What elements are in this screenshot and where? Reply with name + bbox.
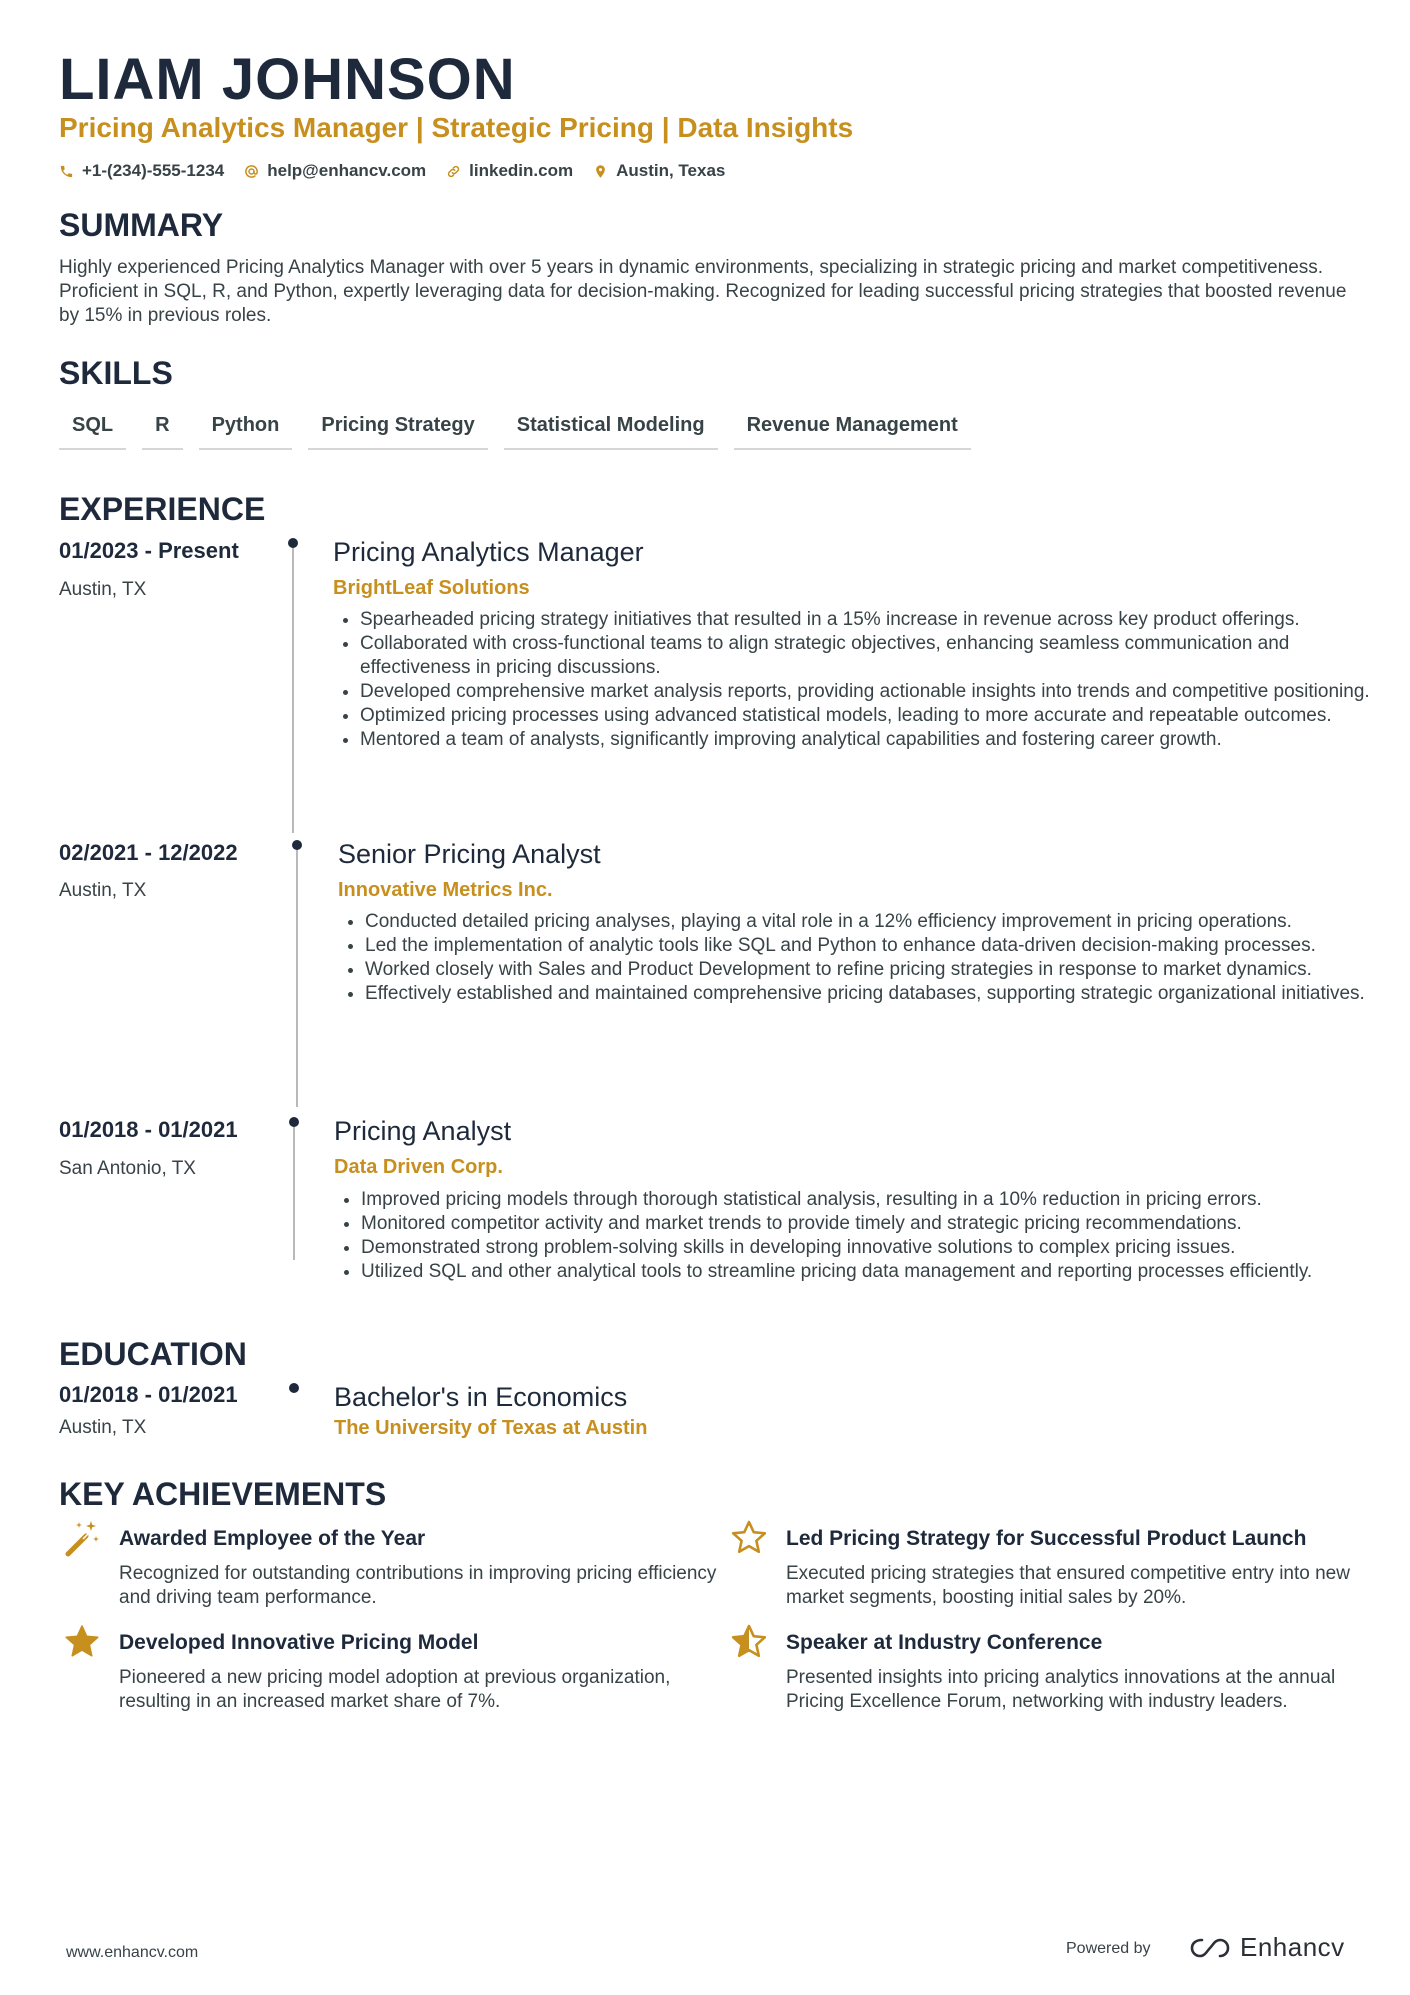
contact-phone-text: +1-(234)-555-1234 — [82, 161, 225, 180]
achievement-title: Led Pricing Strategy for Successful Product Launch — [786, 1527, 1307, 1550]
contact-email-text: help@enhancv.com — [267, 161, 427, 180]
job-title: Pricing Analytics Manager — [333, 537, 644, 567]
timeline-dot — [292, 840, 302, 850]
skills-list — [59, 408, 987, 450]
timeline-line — [296, 845, 298, 1107]
timeline-line — [293, 1122, 295, 1260]
list-item: • Effectively established and maintained comprehensive pricing databases, supporting strategic organizational initiatives. — [365, 982, 1365, 1006]
summary-heading: SUMMARY — [59, 207, 224, 243]
job-location: San Antonio, TX — [59, 1158, 196, 1179]
list-item: • Developed comprehensive market analysis reports, providing actionable insights into trends and competitive positioning. — [360, 680, 1390, 704]
timeline-dot — [289, 1383, 299, 1393]
contact-linkedin[interactable] — [446, 161, 573, 181]
star-outline-icon — [729, 1518, 769, 1558]
experience-heading: EXPERIENCE — [59, 491, 266, 527]
job-location: Austin, TX — [59, 880, 147, 901]
star-half-icon — [729, 1622, 769, 1662]
enhancv-logo-icon — [1188, 1934, 1232, 1962]
summary-text: Highly experienced Pricing Analytics Manager with over 5 years in dynamic environments, specializing in strategic pricing and market competitiveness. Proficient in SQL, R, and Python, expertly leveraging data for decision-making. Recognized for leading successful pricing strategies that boosted revenue by 15% in previous roles. — [59, 257, 1347, 326]
list-item: • Collaborated with cross-functional teams to align strategic objectives, enhancing seamless communication and effectiveness in pricing discussions. — [360, 632, 1390, 680]
achievement-description: Executed pricing strategies that ensured competitive entry into new market segments, boosting initial sales by 20%. — [786, 1563, 1350, 1608]
job-dates: 01/2018 - 01/2021 — [59, 1117, 238, 1142]
achievement-title: Developed Innovative Pricing Model — [119, 1631, 479, 1654]
list-item: • Spearheaded pricing strategy initiatives that resulted in a 15% increase in revenue across key product offerings. — [360, 608, 1390, 632]
achievements-heading: KEY ACHIEVEMENTS — [59, 1476, 387, 1512]
location-pin-icon — [593, 164, 608, 179]
education-heading: EDUCATION — [59, 1336, 247, 1372]
job-bullets — [334, 1188, 1391, 1284]
list-item: • Demonstrated strong problem-solving skills in developing innovative solutions to complex pricing issues. — [361, 1236, 1391, 1260]
list-item: • Optimized pricing processes using advanced statistical models, leading to more accurate and repeatable outcomes. — [360, 704, 1390, 728]
job-company: BrightLeaf Solutions — [333, 577, 530, 599]
link-icon — [446, 164, 461, 179]
list-item: • Utilized SQL and other analytical tools to streamline pricing data management and reporting processes efficiently. — [361, 1260, 1391, 1284]
contact-linkedin-text: linkedin.com — [469, 161, 574, 180]
list-item: • Led the implementation of analytic tools like SQL and Python to enhance data-driven decision-making processes. — [365, 934, 1365, 958]
job-dates: 02/2021 - 12/2022 — [59, 840, 238, 865]
education-location: Austin, TX — [59, 1417, 147, 1438]
enhancv-logo-text: Enhancv — [1240, 1932, 1345, 1962]
achievement-description: Presented insights into pricing analytics innovations at the annual Pricing Excellence Forum, networking with industry leaders. — [786, 1667, 1336, 1712]
contact-location-text: Austin, Texas — [616, 161, 726, 180]
enhancv-logo[interactable] — [1188, 1932, 1345, 1963]
skills-heading: SKILLS — [59, 355, 173, 391]
phone-icon — [59, 164, 74, 179]
skill-tag: Python — [199, 408, 293, 450]
job-location: Austin, TX — [59, 579, 147, 600]
list-item: • Conducted detailed pricing analyses, playing a vital role in a 12% efficiency improvement in pricing operations. — [365, 910, 1365, 934]
list-item: • Mentored a team of analysts, significantly improving analytical capabilities and fostering career growth. — [360, 728, 1390, 752]
achievement-description: Pioneered a new pricing model adoption at previous organization, resulting in an increased market share of 7%. — [119, 1667, 671, 1712]
education-degree: Bachelor's in Economics — [334, 1382, 628, 1412]
job-bullets — [338, 910, 1365, 1006]
skill-tag: Statistical Modeling — [504, 408, 718, 450]
contact-bar — [59, 160, 745, 182]
achievement-description: Recognized for outstanding contributions in improving pricing efficiency and driving team performance. — [119, 1563, 717, 1608]
timeline-line — [292, 543, 294, 833]
list-item: • Monitored competitor activity and market trends to provide timely and strategic pricing recommendations. — [361, 1212, 1391, 1236]
job-title: Pricing Analyst — [334, 1116, 512, 1146]
contact-phone[interactable] — [59, 161, 224, 181]
timeline-dot — [289, 1117, 299, 1127]
footer-powered-by: Powered by — [1066, 1940, 1151, 1957]
job-company: Innovative Metrics Inc. — [338, 879, 553, 901]
list-item: • Improved pricing models through thorough statistical analysis, resulting in a 10% reduction in pricing errors. — [361, 1188, 1391, 1212]
magic-wand-icon — [62, 1518, 102, 1558]
contact-email[interactable] — [244, 161, 426, 181]
achievement-title: Speaker at Industry Conference — [786, 1631, 1103, 1654]
footer-website-link[interactable]: www.enhancv.com — [66, 1944, 199, 1961]
star-filled-icon — [62, 1622, 102, 1662]
list-item: • Worked closely with Sales and Product Development to refine pricing strategies in response to market dynamics. — [365, 958, 1365, 982]
skill-tag: Revenue Management — [734, 408, 971, 450]
skill-tag: SQL — [59, 408, 126, 450]
skill-tag: R — [142, 408, 182, 450]
candidate-headline: Pricing Analytics Manager | Strategic Pricing | Data Insights — [59, 112, 854, 143]
job-title: Senior Pricing Analyst — [338, 839, 601, 869]
timeline-dot — [288, 538, 298, 548]
contact-location — [593, 161, 725, 181]
at-icon — [244, 164, 259, 179]
job-company: Data Driven Corp. — [334, 1156, 503, 1178]
job-bullets — [333, 608, 1390, 752]
candidate-name: LIAM JOHNSON — [59, 47, 516, 112]
education-school: The University of Texas at Austin — [334, 1417, 648, 1439]
skill-tag: Pricing Strategy — [308, 408, 487, 450]
education-dates: 01/2018 - 01/2021 — [59, 1382, 238, 1407]
job-dates: 01/2023 - Present — [59, 538, 239, 563]
achievement-title: Awarded Employee of the Year — [119, 1527, 426, 1550]
